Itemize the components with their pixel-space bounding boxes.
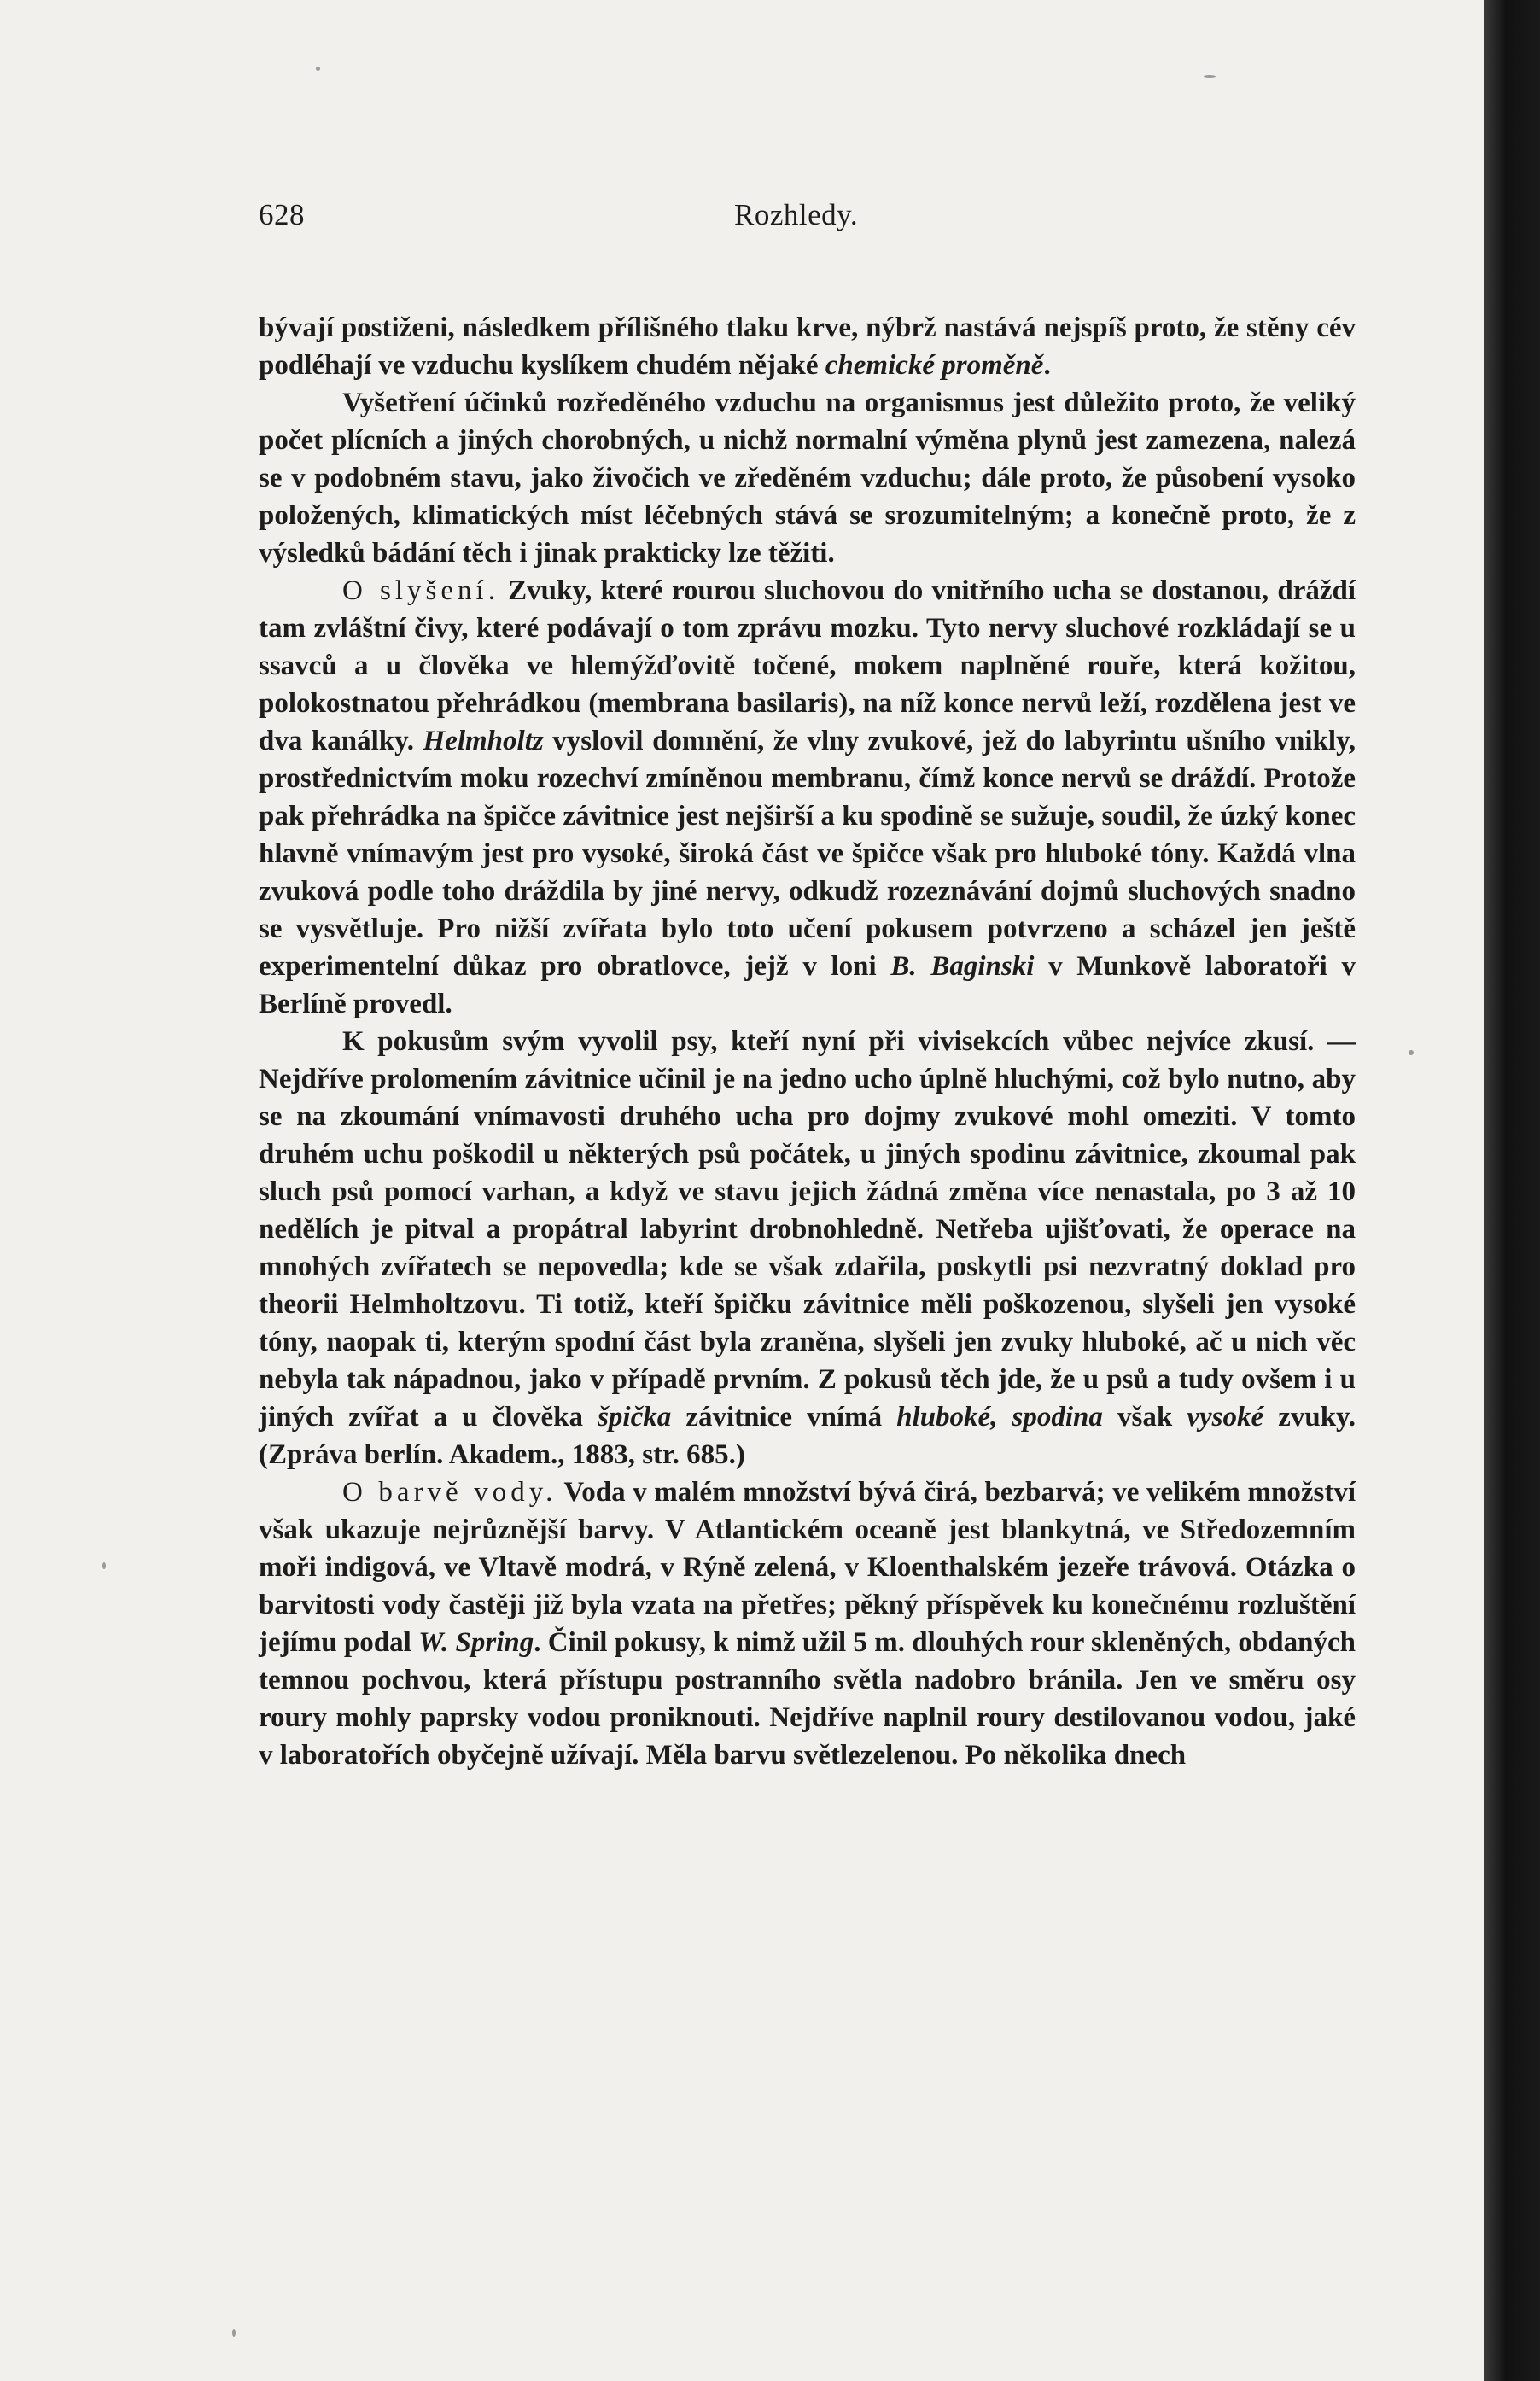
section-lead-hearing: O slyšení.: [342, 575, 499, 606]
paragraph-2: Vyšetření účinků rozředěného vzduchu na organismus jest důležito proto, že veliký počet plícních a jiných chorobných, u nichž normalní výměna plynů jest zamezena, nalezá se v podobném stavu, jako živočich ve zředěném vzduchu; dále proto, že působení vysoko položených, klimatických míst léčebných stává se srozumitelným; a konečně proto, že z výsledků bádání těch i jinak prakticky lze těžiti.: [259, 388, 1356, 569]
running-head: Rozhledy.: [734, 198, 859, 231]
paragraph-4: K pokusům svým vyvolil psy, kteří nyní při vivisekcích vůbec nejvíce zkusí. — Nejdříve prolomením závitnice učinil je na jedno ucho úplně hluchými, což bylo nutno, aby se na zkoumání vnímavosti druhého ucha pro dojmy zvukové mohl omeziti. V tomto druhém uchu poškodil u některých psů počátek, u jiných spodinu závitnice, zkoumal pak sluch psů pomocí varhan, a když ve stavu jejich žádná změna více nenastala, po 3 až 10 nedělích je pitval a propátral labyrint drobnohledně. Netřeba ujišťovati, že operace na mnohých zvířatech se nepovedla; kde se však zdařila, poskytli psi nezvratný doklad pro theorii Helmholtzovu. Ti totiž, kteří špičku závitnice měli poškozenou, slyšeli jen vysoké tóny, naopak ti, kterým spodní část byla zraněna, slyšeli jen zvuky hluboké, ač u nich věc nebyla tak nápadnou, jako v případě prvním. Z pokusů těch jde, že u psů a tudy ovšem i u jiných zvířat a u člověka špička závitnice vnímá hluboké, spodina však vysoké zvuky. (Zpráva berlín. Akadem., 1883, str. 685.): [259, 1026, 1356, 1470]
body-text: [259, 309, 1356, 1774]
paper-speck: [102, 1562, 106, 1569]
paper-speck: [232, 2329, 236, 2337]
paragraph-1: bývají postiženi, následkem přílišného tlaku krve, nýbrž nastává nejspíš proto, že stěny cév podléhají ve vzduchu kyslíkem chudém nějaké chemické proměně.: [259, 312, 1356, 381]
paper-speck: [316, 67, 320, 71]
page-header: [259, 198, 1356, 241]
section-lead-water-color: O barvě vody.: [342, 1477, 557, 1508]
paragraph-5: O barvě vody. Voda v malém množství bývá čirá, bezbarvá; ve velikém množství však ukazuje nejrůznější barvy. V Atlantickém oceaně jest blankytná, ve Středozemním moři indigová, ve Vltavě modrá, v Rýně zelená, v Kloenthalském jezeře trávová. Otázka o barvitosti vody častěji již byla vzata na přetřes; pěkný příspěvek ku konečnému rozluštění jejímu podal W. Spring. Činil pokusy, k nimž užil 5 m. dlouhých rour skleněných, obdaných temnou pochvou, která přístupu postranního světla nadobro bránila. Jen ve směru osy roury mohly paprsky vodou proniknouti. Nejdříve naplnil roury destilovanou vodou, jaké v laboratořích obyčejně užívají. Měla barvu světlezelenou. Po několika dnech: [259, 1477, 1356, 1771]
page-number: 628: [259, 198, 305, 231]
page-edge-shadow: [1484, 0, 1540, 2381]
paper-speck: [1409, 1050, 1414, 1055]
paragraph-3: O slyšení. Zvuky, které rourou sluchovou do vnitřního ucha se dostanou, dráždí tam zvláštní čivy, které podávají o tom zprávu mozku. Tyto nervy sluchové rozkládají se u ssavců a u člověka ve hlemýžďovitě točené, mokem naplněné rouře, která kožitou, polokostnatou přehrádkou (membrana basilaris), na níž konce nervů leží, rozdělena jest ve dva kanálky. Helmholtz vyslovil domnění, že vlny zvukové, jež do labyrintu ušního vnikly, prostřednictvím moku rozechví zmíněnou membranu, čímž konce nervů se dráždí. Protože pak přehrádka na špičce závitnice jest nejširší a ku spodině se sužuje, soudil, že úzký konec hlavně vnímavým jest pro vysoké, široká část ve špičce však pro hluboké tóny. Každá vlna zvuková podle toho dráždila by jiné nervy, odkudž rozeznávání dojmů sluchových snadno se vysvětluje. Pro nižší zvířata bylo toto učení pokusem potvrzeno a scházel jen ještě experimentelní důkaz pro obratlovce, jejž v loni B. Baginski v Munkově laboratoři v Berlíně provedl.: [259, 575, 1356, 1019]
paper-speck: [1204, 75, 1216, 78]
